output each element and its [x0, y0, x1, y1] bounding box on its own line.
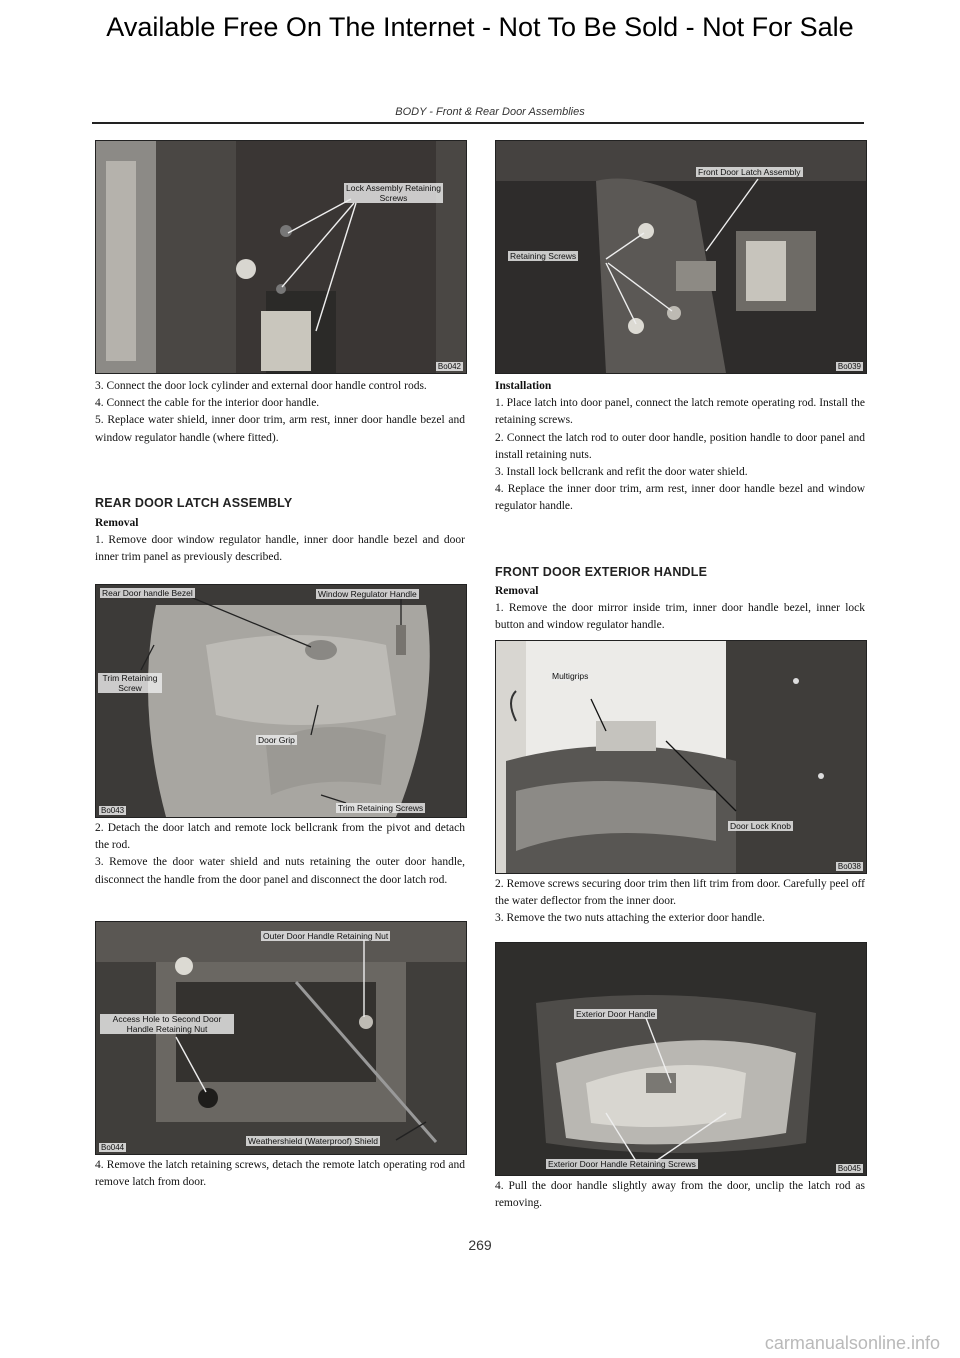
callout-door-lock-knob: Door Lock Knob	[730, 821, 791, 831]
step-text: 1. Remove the door mirror inside trim, inner door handle bezel, inner lock button and window regulator handle.	[495, 602, 865, 632]
step-text: 3. Remove the door water shield and nuts retaining the outer door handle, disconnect the handle from the door panel and disconnect the door latch rod.	[95, 856, 465, 886]
step-text: 2. Remove screws securing door trim then lift trim from door. Carefully peel off the water deflector from the inner door.	[495, 878, 865, 908]
callout-trim-retaining-screws: Trim Retaining Screws	[338, 803, 424, 813]
step-text: 4. Remove the latch retaining screws, detach the remote latch operating rod and remove latch from door.	[95, 1159, 465, 1189]
rear-door-latch-heading: REAR DOOR LATCH ASSEMBLY	[95, 496, 293, 510]
photo-exterior-door-handle-art	[496, 943, 866, 1175]
callout-exterior-door-handle-screws: Exterior Door Handle Retaining Screws	[548, 1159, 696, 1169]
installation-section	[495, 378, 865, 516]
step-text: 2. Detach the door latch and remote lock bellcrank from the pivot and detach the rod.	[95, 822, 465, 852]
photo-exterior-door-handle	[495, 942, 867, 1176]
step-text: 4. Connect the cable for the interior door handle.	[95, 397, 320, 410]
callout-retaining-screws: Retaining Screws	[510, 251, 577, 261]
photo-door-lock-knob	[495, 640, 867, 874]
photo-outer-door-handle-nut	[95, 921, 467, 1155]
figure-number: Bo039	[837, 362, 861, 371]
photo-front-door-latch	[495, 140, 867, 374]
callout-front-door-latch-assembly: Front Door Latch Assembly	[698, 167, 801, 177]
callout-weathershield: Weathershield (Waterproof) Shield	[248, 1136, 378, 1146]
callout-rear-door-handle-bezel: Rear Door handle Bezel	[102, 588, 193, 598]
callout-exterior-door-handle: Exterior Door Handle	[576, 1009, 656, 1019]
rear-door-removal	[95, 515, 465, 567]
left-text-block-1	[95, 378, 465, 447]
step-text: 3. Remove the two nuts attaching the exterior door handle.	[495, 912, 765, 925]
watermark: carmanualsonline.info	[764, 1333, 940, 1353]
callout-outer-door-handle-retaining-nut: Outer Door Handle Retaining Nut	[263, 931, 389, 941]
header-rule	[92, 122, 864, 124]
photo-lock-assembly-art	[96, 141, 466, 373]
running-head: BODY - Front & Rear Door Assemblies	[395, 106, 585, 118]
photo-lock-assembly	[95, 140, 467, 374]
left-text-block-3	[95, 1157, 465, 1191]
figure-number: Bo044	[101, 1143, 125, 1152]
figure-number: Bo045	[837, 1164, 861, 1173]
callout-door-grip: Door Grip	[258, 735, 295, 745]
callout-multigrips: Multigrips	[552, 671, 589, 681]
step-text: 1. Place latch into door panel, connect the latch remote operating rod. Install the retaining screws.	[495, 397, 865, 427]
removal-subheading: Removal	[495, 585, 539, 597]
photo-rear-door-trim	[95, 584, 467, 818]
figure-number: Bo043	[101, 806, 125, 815]
left-text-block-2	[95, 820, 465, 889]
front-door-removal	[495, 583, 865, 635]
callout-window-regulator-handle: Window Regulator Handle	[318, 589, 417, 599]
page-number: 269	[468, 1237, 492, 1253]
step-text: 5. Replace water shield, inner door trim, arm rest, inner door handle bezel and window regulator handle (where fitted).	[95, 414, 465, 444]
step-text: 3. Install lock bellcrank and refit the door water shield.	[495, 466, 748, 479]
step-text: 1. Remove door window regulator handle, inner door handle bezel and door inner trim panel as previously described.	[95, 534, 465, 564]
installation-subheading: Installation	[495, 380, 552, 392]
distribution-banner: Available Free On The Internet - Not To Be Sold - Not For Sale	[106, 12, 854, 42]
callout-lock-assembly-screws: Lock Assembly Retaining Screws	[344, 183, 443, 203]
figure-number: Bo038	[837, 862, 861, 871]
step-text: 2. Connect the latch rod to outer door handle, position handle to door panel and install retaining nuts.	[495, 431, 865, 461]
figure-number: Bo042	[437, 362, 461, 371]
removal-subheading: Removal	[95, 517, 139, 529]
photo-outer-door-handle-nut-art	[96, 922, 466, 1154]
right-text-block-2	[495, 876, 865, 928]
step-text: 4. Replace the inner door trim, arm rest, inner door handle bezel and window regulator handle.	[495, 483, 865, 513]
photo-rear-door-trim-art	[96, 585, 466, 817]
right-text-block-3	[495, 1178, 865, 1212]
front-door-handle-heading: FRONT DOOR EXTERIOR HANDLE	[495, 565, 708, 579]
callout-access-hole: Access Hole to Second Door Handle Retaining Nut	[100, 1014, 234, 1034]
callout-trim-retaining-screw: Trim Retaining Screw	[98, 673, 162, 693]
step-text: 3. Connect the door lock cylinder and external door handle control rods.	[95, 380, 427, 392]
step-text: 4. Pull the door handle slightly away from the door, unclip the latch rod as removing.	[495, 1180, 865, 1210]
